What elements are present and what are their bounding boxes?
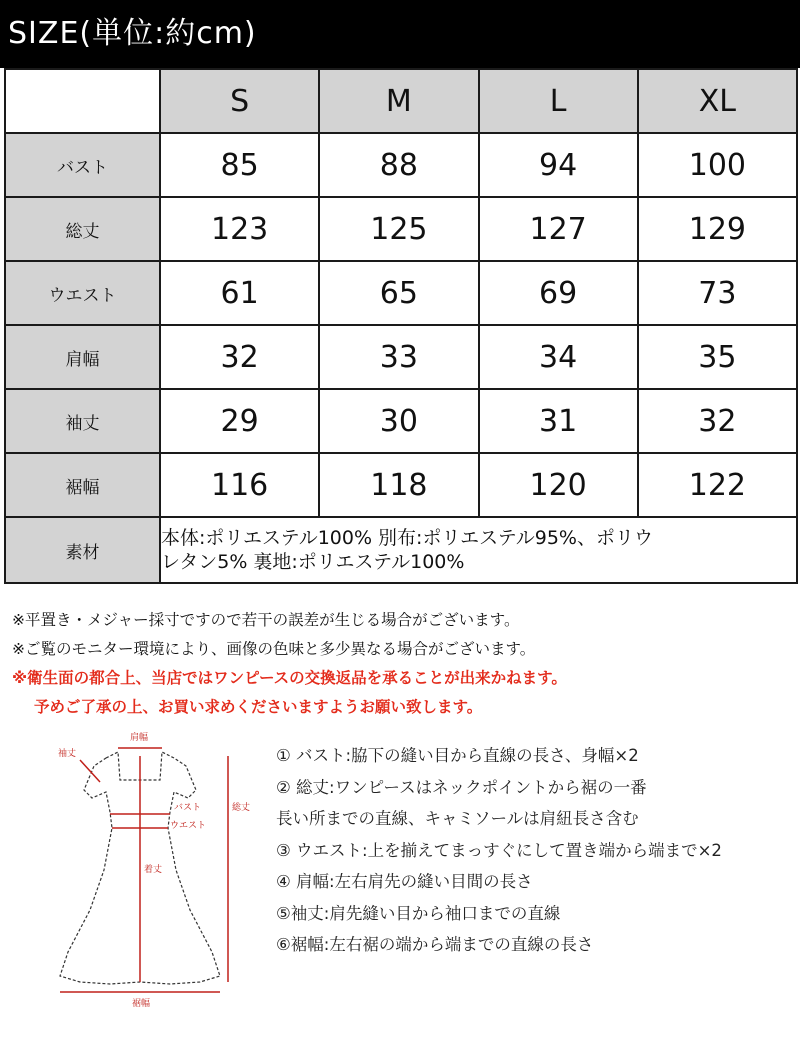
- legend-item: ⑥裾幅:左右裾の端から端までの直線の長さ: [276, 935, 594, 954]
- row-label: バスト: [5, 133, 160, 197]
- table-cell: 69: [479, 261, 638, 325]
- size-header: M: [319, 69, 478, 133]
- legend-item: ④ 肩幅:左右肩先の縫い目間の長さ: [276, 872, 533, 891]
- table-cell: 31: [479, 389, 638, 453]
- measurement-legend: [276, 740, 722, 961]
- size-header: S: [160, 69, 319, 133]
- note-line: ※平置き・メジャー採寸ですので若干の誤差が生じる場合がございます。: [12, 611, 520, 629]
- row-label: ウエスト: [5, 261, 160, 325]
- table-row: [5, 133, 797, 197]
- table-cell: 88: [319, 133, 478, 197]
- legend-item: 長い所までの直線、キャミソールは肩紐長さ含む: [276, 809, 639, 828]
- table-cell: 35: [638, 325, 797, 389]
- row-label: 総丈: [5, 197, 160, 261]
- material-row: [5, 517, 797, 583]
- legend-item: ② 総丈:ワンピースはネックポイントから裾の一番: [276, 777, 647, 797]
- table-cell: 116: [160, 453, 319, 517]
- shoulder-label: 肩幅: [130, 733, 149, 743]
- waist-label: ウエスト: [170, 821, 207, 831]
- row-label: 袖丈: [5, 389, 160, 453]
- table-cell: 29: [160, 389, 319, 453]
- notes: [12, 606, 792, 722]
- table-cell: 122: [638, 453, 797, 517]
- material-text-line: レタン5% 裏地:ポリエステル100%: [161, 551, 465, 573]
- table-cell: 32: [160, 325, 319, 389]
- table-cell: 32: [638, 389, 797, 453]
- table-cell: 94: [479, 133, 638, 197]
- table-cell: 85: [160, 133, 319, 197]
- table-row: [5, 389, 797, 453]
- table-row: [5, 261, 797, 325]
- page-title: SIZE(単位:約cm): [0, 0, 800, 68]
- table-row: [5, 325, 797, 389]
- legend-item: ⑤袖丈:肩先縫い目から袖口までの直線: [276, 903, 561, 923]
- bust-label: バスト: [174, 803, 202, 813]
- table-cell: 127: [479, 197, 638, 261]
- hem-label: 裾幅: [132, 999, 151, 1009]
- table-cell: 65: [319, 261, 478, 325]
- table-cell: 30: [319, 389, 478, 453]
- table-cell: 61: [160, 261, 319, 325]
- size-header-row: [5, 69, 797, 133]
- table-cell: 125: [319, 197, 478, 261]
- legend-item: ① バスト:脇下の縫い目から直線の長さ、身幅×2: [276, 746, 639, 765]
- total-length-label: 総丈: [232, 803, 251, 813]
- corner-cell: [5, 69, 160, 133]
- table-cell: 129: [638, 197, 797, 261]
- dress-diagram: [20, 720, 260, 1020]
- table-row: [5, 197, 797, 261]
- table-cell: 118: [319, 453, 478, 517]
- warning-line: 予めご了承の上、お買い求めくださいますようお願い致します。: [34, 698, 483, 716]
- table-cell: 34: [479, 325, 638, 389]
- table-cell: 100: [638, 133, 797, 197]
- table-cell: 73: [638, 261, 797, 325]
- legend-item: ③ ウエスト:上を揃えてまっすぐにして置き端から端まで×2: [276, 840, 722, 860]
- row-label: 肩幅: [5, 325, 160, 389]
- warning-line: ※衛生面の都合上、当店ではワンピースの交換返品を承ることが出来かねます。: [12, 669, 567, 687]
- note-line: ※ご覧のモニター環境により、画像の色味と多少異なる場合がございます。: [12, 640, 536, 658]
- sleeve-label: 袖丈: [58, 749, 77, 759]
- length-label: 着丈: [144, 865, 163, 875]
- size-header: XL: [638, 69, 797, 133]
- material-cell: [160, 517, 797, 583]
- table-cell: 120: [479, 453, 638, 517]
- table-cell: 123: [160, 197, 319, 261]
- table-row: [5, 453, 797, 517]
- table-cell: 33: [319, 325, 478, 389]
- row-label: 素材: [5, 517, 160, 583]
- material-text-line: 本体:ポリエステル100% 別布:ポリエステル95%、ポリウ: [161, 527, 653, 549]
- size-table: [4, 68, 798, 584]
- size-header: L: [479, 69, 638, 133]
- row-label: 裾幅: [5, 453, 160, 517]
